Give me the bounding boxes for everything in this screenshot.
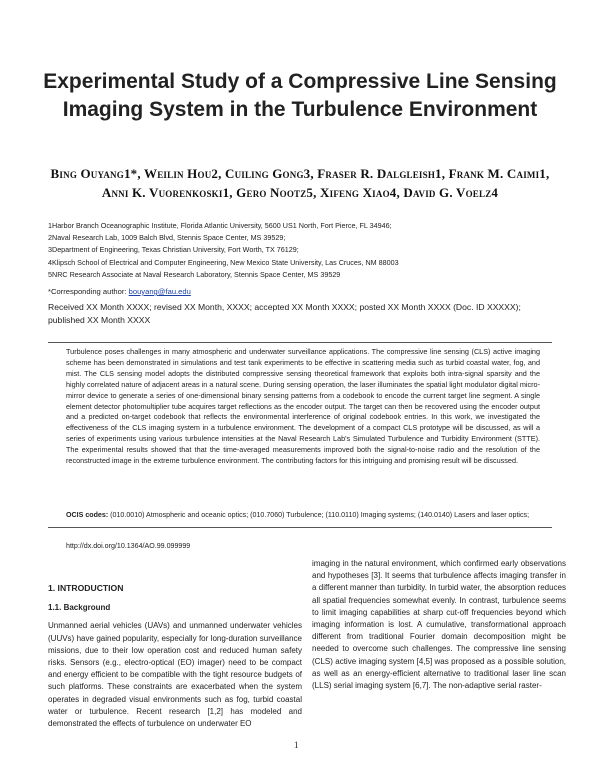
page-number: 1 — [294, 740, 299, 750]
abstract: Turbulence poses challenges in many atmospheric and underwater surveillance applications. The compressive line sensing (CLS) active imaging scheme has been demonstrated in simulations and test tank experiments to be effective in scattering media such as turbid coastal water, fog, and mist. The CLS sensing model adopts the distributed compressive sensing theoretical framework that exploits both intra-signal sparsity and the highly correlated nature of adjacent areas in a natural scene. During sensing operation, the laser illuminates the spatial light modulator digital micro-mirror device to generate a series of one-dimensional binary sensing patterns from a codebook to encode the current target line segment. A single element detector photomultiplier tube acquires target reflections as the encoder output. The target can then be recovered using the encoder output and a predicted on-target codebook that reflects the environmental interference of original codebook entries. In this work, we investigated the effectiveness of the CLS imaging system in a turbulence environment. The development of a compact CLS prototype will be discussed, as will a series of experiments using various turbulence intensities at the Naval Research Lab's Simulated Turbulence and Turbidity Environment (STTE). The experimental results showed that that the time-averaged measurements improved both the signal-to-noise radio and the resolution of the reconstructed image in the extreme turbulence environment. The contributing factors for this intriguing and promising result will be discussed. — [66, 347, 540, 466]
left-column — [48, 582, 302, 730]
ocis-label: OCIS codes: — [66, 511, 109, 519]
corresponding-email-link[interactable]: bouyang@fau.edu — [128, 287, 191, 296]
affiliation-3: 3Department of Engineering, Texas Christian University, Fort Worth, TX 76129; — [48, 245, 299, 255]
affiliation-4: 4Klipsch School of Electrical and Computer Engineering, New Mexico State University, Las Cruces, NM 88003 — [48, 257, 399, 267]
section-heading: 1. INTRODUCTION — [48, 583, 124, 593]
affiliations — [48, 220, 568, 281]
corresponding-author — [48, 287, 191, 296]
paper-title: Experimental Study of a Compressive Line Sensing Imaging System in the Turbulence Environment — [43, 70, 557, 121]
subsection-heading: 1.1. Background — [48, 603, 111, 613]
corresponding-label: *Corresponding author: — [48, 287, 129, 296]
body-paragraph-right: imaging in the natural environment, which confirmed early observations and hypotheses [3]. It seems that turbulence affects imaging transfer in a different manner than turbidity. In turbid water, the absorption reduces all spatial frequencies somewhat evenly. In contrast, turbulence seems to limit imaging capabilities at sharp cut-off frequencies beyond which imaging information is lost. A cumulative, transformational approach different from traditional Fourier domain decomposition might be needed to overcome such challenges. The compressive line sensing (CLS) active imaging system [4,5] was proposed as a possible solution, as well as an energy-efficient alternative to traditional laser line scan (LLS) serial imaging system [6,7]. The non-adaptive serial raster- — [312, 559, 566, 691]
ocis-text: (010.0010) Atmospheric and oceanic optics; (010.7060) Turbulence; (110.0110) Imaging systems; (140.0140) Lasers and laser optics; — [108, 511, 530, 519]
right-column — [312, 558, 566, 692]
affiliation-2: 2Naval Research Lab, 1009 Balch Blvd, Stennis Space Center, MS 39529; — [48, 233, 286, 243]
ocis-codes — [66, 510, 542, 521]
received-dates: Received XX Month XXXX; revised XX Month, XXXX; accepted XX Month XXXX; posted XX Month XXXX (Doc. ID XXXXX); published XX Month XXXX — [48, 302, 521, 325]
doi-link[interactable]: http://dx.doi.org/10.1364/AO.99.099999 — [66, 542, 191, 550]
affiliation-1: 1Harbor Branch Oceanographic Institute, Florida Atlantic University, 5600 US1 North, Fort Pierce, FL 34946; — [48, 221, 392, 230]
author-list: Bing Ouyang1*, Weilin Hou2, Cuiling Gong3, Fraser R. Dalgleish1, Frank M. Caimi1, Anni K. Vuorenkoski1, Gero Nootz5, Xifeng Xiao4, David G. Voelz4 — [50, 166, 550, 200]
body-paragraph-left: Unmanned aerial vehicles (UAVs) and unmanned underwater vehicles (UUVs) have gained popularity, especially for long-duration surveillance missions, due to their low operation cost and reduced human safety risks. Sensors (e.g., electro-optical (EO) imager) need to be compact and energy efficient to be compatible with the tight resource budgets of such platforms. These constraints are exacerbated when the system operates in degraded visual environments such as fog, turbid coastal water or turbulence. Recent research [1,2] has modeled and demonstrated the effects of turbulence on underwater EO — [48, 621, 302, 729]
affiliation-5: 5NRC Research Associate at Naval Research Laboratory, Stennis Space Center, MS 39529 — [48, 269, 341, 279]
